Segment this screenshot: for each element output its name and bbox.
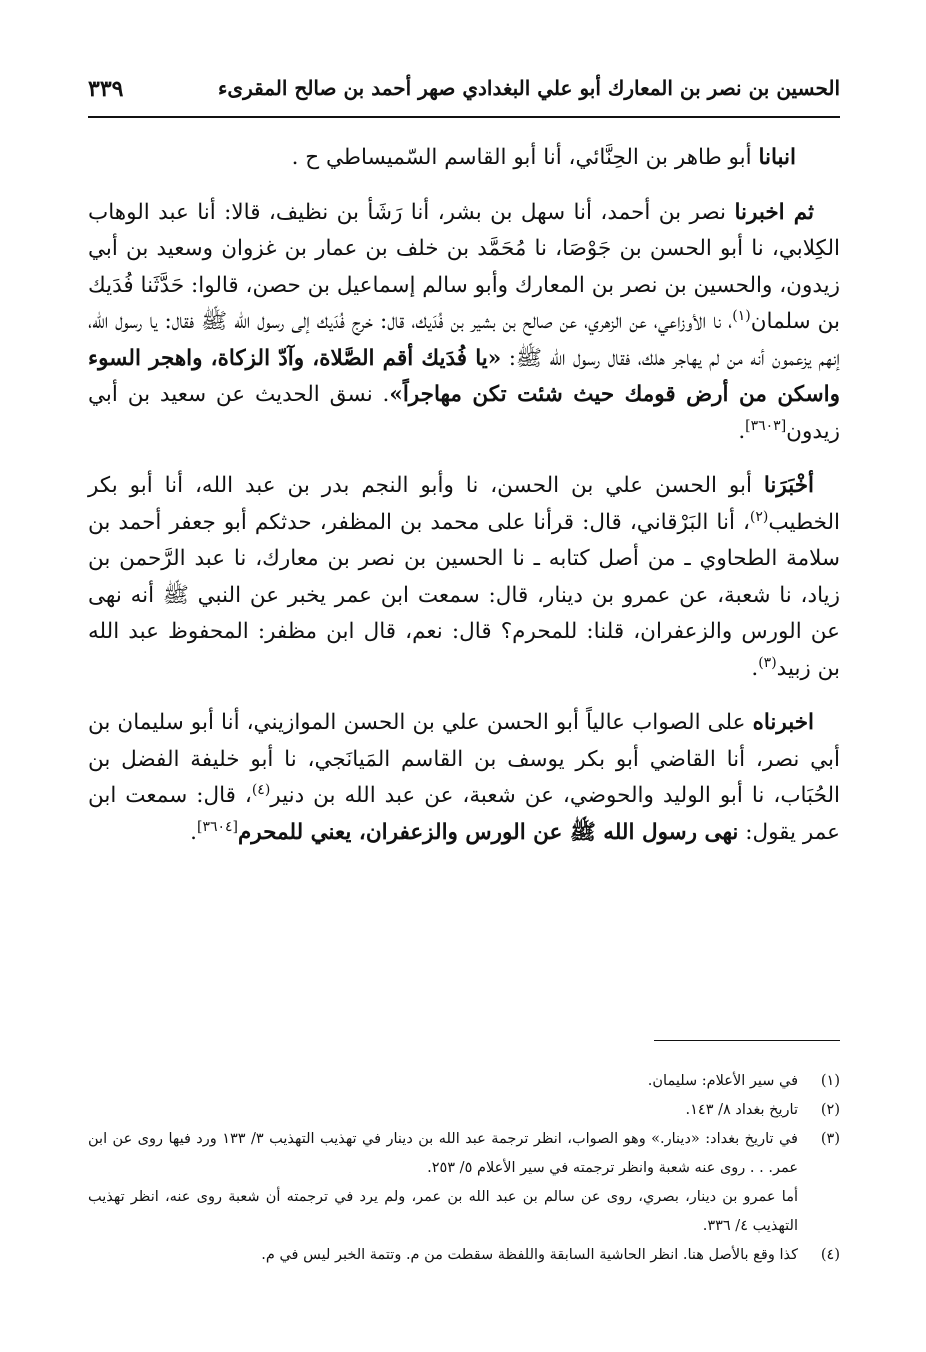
narration-keyword: اخبرناه: [752, 710, 814, 735]
paragraph-text: على الصواب عالياً أبو الحسن علي بن الحسن الموازيني، أنا أبو سليمان بن أبي نصر، أنا القاضي أبو بكر يوسف بن القاسم المَيانَجي، نا أبو خليفة الفضل بن الحُبَاب، نا أبو الوليد والحوضي، عن شعبة، عن عبد الله بن دنير: [88, 710, 840, 808]
footnote-ref-3: (٣): [758, 654, 777, 671]
main-text: [88, 140, 840, 851]
paragraph-text: . نسق الحديث عن سعيد بن أبي زيدون: [88, 382, 840, 444]
footnote-ref-4: (٤): [251, 781, 271, 798]
footnote-number: (٢): [820, 1102, 840, 1118]
footnote-number: (٤): [820, 1247, 840, 1263]
footnote-number: (٣): [820, 1131, 840, 1147]
page-number: ٣٣٩: [88, 76, 124, 102]
footnote-2: [88, 1096, 840, 1125]
hadith-number-ref: [٣٦٠٤]: [196, 818, 238, 835]
footnote-text: كذا وقع بالأصل هنا. انظر الحاشية السابقة واللفظة سقطت من م. وتتمة الخبر ليس في م.: [261, 1247, 798, 1263]
paragraph-text: ، نا الأوزاعي، عن الزهري، عن صالح بن بشير بن فُدَيك، قال: خرج فُدَيك إلى رسول الله ﷺ فقال: يا رسول الله، إنهم يزعمون أنه من لم يهاجر هلك، فقال رسول الله ﷺ:: [88, 309, 840, 371]
paragraph-4: [88, 705, 840, 851]
hadith-text: نهى رسول الله ﷺ عن الورس والزعفران، يعني للمحرم: [238, 819, 739, 845]
footnote-ref-1: (١): [732, 307, 751, 324]
footnote-continuation: أما عمرو بن دينار، بصري، روى عن سالم بن عبد الله بن عمر، ولم يرد في ترجمته أن شعبة روى عنه، انظر تهذيب التهذيب ٤/ ٣٣٦.: [88, 1189, 798, 1234]
footnote-text: تاريخ بغداد ٨/ ١٤٣.: [685, 1102, 798, 1118]
footnote-ref-2: (٢): [749, 508, 769, 525]
paragraph-text: أبو طاهر بن الحِنَّائي، أنا أبو القاسم السّميساطي ح .: [291, 145, 759, 170]
paragraph-2: [88, 195, 840, 451]
narration-keyword: انبانا: [758, 145, 796, 170]
footnote-number: (١): [820, 1073, 840, 1089]
hadith-number-ref: [٣٦٠٣]: [745, 417, 787, 434]
paragraph-end: .: [751, 655, 759, 681]
footnote-1: [88, 1067, 840, 1096]
paragraph-text: نصر بن أحمد، أنا سهل بن بشر، أنا رَشَأ بن نظيف، قالا: أنا عبد الوهاب الكِلابي، نا أبو الحسن بن جَوْصَا، نا مُحَمَّد بن خلف بن عمار بن غزوان وسعيد بن أبي زيدون، والحسين بن نصر بن المعارك وأبو سالم إسماعيل بن حصن، قالوا: حَدَّثَنا فُدَيك بن سلمان: [88, 199, 840, 334]
footnote-4: [88, 1241, 840, 1270]
paragraph-end: .: [190, 819, 197, 845]
narration-keyword: ثم اخبرنا: [734, 199, 814, 225]
paragraph-text: أبو الحسن علي بن الحسن، نا وأبو النجم بدر بن عبد الله، أنا أبو بكر الخطيب: [88, 473, 840, 535]
paragraph-3: [88, 468, 840, 687]
running-header: [88, 68, 840, 118]
paragraph-text: ، أنا البَرْقاني، قال: قرأنا على محمد بن المظفر، حدثكم أبو جعفر أحمد بن سلامة الطحاوي ـ من أصل كتابه ـ نا الحسين بن نصر بن معارك، نا عبد الرَّحمن بن زياد، نا شعبة، عن عمرو بن دينار، قال: سمعت ابن عمر يخبر عن النبي ﷺ أنه نهى عن الورس والزعفران، قلنا: للمحرم؟ قال: نعم، قال ابن مظفر: المحفوظ عبد الله بن زبيد: [88, 509, 840, 681]
running-title: الحسين بن نصر بن المعارك أبو علي البغدادي صهر أحمد بن صالح المقرىء: [218, 76, 840, 100]
paragraph-1: [88, 140, 840, 177]
footnote-text: في سير الأعلام: سليمان.: [647, 1073, 798, 1089]
paragraph-end: .: [738, 418, 746, 444]
footnote-divider: [654, 1040, 840, 1041]
narration-keyword: أخْبَرَنا: [763, 473, 814, 498]
paragraph-text: ، قال: سمعت ابن عمر يقول:: [88, 783, 840, 845]
footnotes: [88, 1067, 840, 1270]
footnote-3: [88, 1125, 840, 1241]
hadith-text: «يا فُدَيك أقم الصَّلاة، وآدّ الزكاة، واهجر السوء واسكن من أرض قومك حيث شئت تكن مهاجراً»: [88, 345, 840, 407]
footnote-text: في تاريخ بغداد: «دينار.» وهو الصواب، انظر ترجمة عبد الله بن دينار في تهذيب التهذيب ٣/ ١٣٣ ورد فيها روى عن ابن عمر. . . روى عنه شعبة وانظر ترجمته في سير الأعلام ٥/ ٢٥٣.: [88, 1131, 798, 1176]
